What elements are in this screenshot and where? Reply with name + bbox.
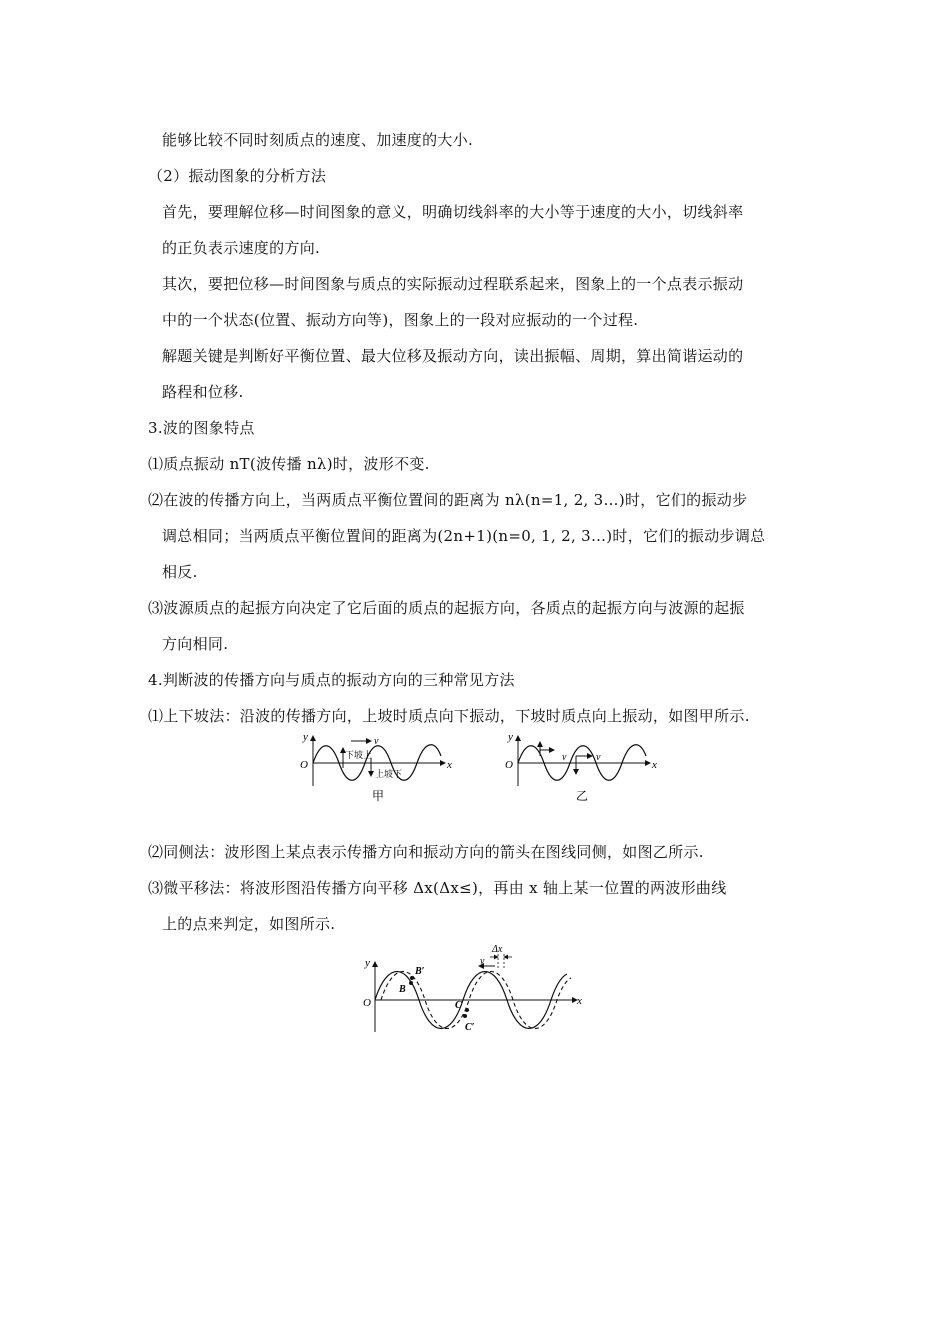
jia-x-label: x — [447, 759, 452, 771]
text-line-3: 首先，要理解位移—时间图象的意义，明确切线斜率的大小等于速度的大小，切线斜率 — [162, 203, 744, 221]
text-line-13: 相反. — [162, 563, 198, 581]
figure-micro-shift — [355, 940, 595, 1040]
shift-dx-label: Δx — [492, 944, 503, 955]
text-line-20: 上的点来判定，如图所示. — [162, 915, 336, 933]
jia-downhill-label: 下坡上 — [345, 750, 373, 760]
yi-caption: 乙 — [576, 789, 589, 803]
shift-y-label: y — [365, 957, 370, 969]
text-line-8: 路程和位移. — [162, 383, 244, 401]
jia-caption: 甲 — [372, 789, 385, 803]
shift-velocity-label: v — [480, 956, 485, 967]
text-line-7: 解题关键是判断好平衡位置、最大位移及振动方向，读出振幅、周期，算出简谐运动的 — [162, 347, 744, 365]
shift-x-label: x — [577, 995, 582, 1007]
figure-yi — [500, 730, 670, 805]
text-line-14: ⑶波源质点的起振方向决定了它后面的质点的起振方向，各质点的起振方向与波源的起振 — [148, 599, 745, 617]
shift-point-c-prime: C′ — [465, 1022, 475, 1033]
text-line-19: ⑶微平移法：将波形图沿传播方向平移 Δx(Δx≤)，再由 x 轴上某一位置的两波形曲线 — [148, 879, 727, 897]
yi-origin: O — [505, 759, 513, 771]
text-line-6: 中的一个状态(位置、振动方向等)，图象上的一段对应振动的一个过程. — [162, 311, 639, 329]
text-line-1: 能够比较不同时刻质点的速度、加速度的大小. — [162, 131, 474, 149]
jia-origin: O — [300, 759, 308, 771]
yi-velocity-label-1: v — [562, 752, 567, 763]
text-line-11: ⑵在波的传播方向上，当两质点平衡位置间的距离为 nλ(n=1, 2, 3…)时，它们的振动步 — [148, 491, 748, 509]
text-line-4: 的正负表示速度的方向. — [162, 239, 321, 257]
jia-uphill-label: 上坡下 — [375, 769, 403, 779]
shift-point-b: B — [399, 984, 406, 995]
text-line-18: ⑵同侧法：波形图上某点表示传播方向和振动方向的箭头在图线同侧，如图乙所示. — [148, 843, 704, 861]
shift-point-b-prime: B′ — [415, 966, 425, 977]
shift-origin: O — [363, 997, 371, 1009]
text-line-17: ⑴上下坡法：沿波的传播方向，上坡时质点向下振动，下坡时质点向上振动，如图甲所示. — [148, 707, 750, 725]
yi-velocity-label-2: v — [596, 752, 601, 763]
heading-wave-image-features: 3.波的图象特点 — [148, 419, 255, 437]
subheading-vibration-analysis: （2）振动图象的分析方法 — [148, 167, 327, 185]
shift-point-c: C — [455, 1000, 462, 1011]
figure-jia — [295, 730, 465, 805]
yi-y-label: y — [508, 731, 513, 743]
text-line-5: 其次，要把位移—时间图象与质点的实际振动过程联系起来，图象上的一个点表示振动 — [162, 275, 744, 293]
yi-x-label: x — [652, 759, 657, 771]
jia-velocity-label: v — [374, 736, 379, 747]
heading-three-methods: 4.判断波的传播方向与质点的振动方向的三种常见方法 — [148, 671, 515, 689]
text-line-12: 调总相同；当两质点平衡位置间的距离为(2n+1)(n=0, 1, 2, 3…)时，它们的振动步调总 — [162, 527, 766, 545]
text-line-10: ⑴质点振动 nT(波传播 nλ)时，波形不变. — [148, 455, 430, 473]
text-line-15: 方向相同. — [162, 635, 229, 653]
jia-y-label: y — [303, 731, 308, 743]
